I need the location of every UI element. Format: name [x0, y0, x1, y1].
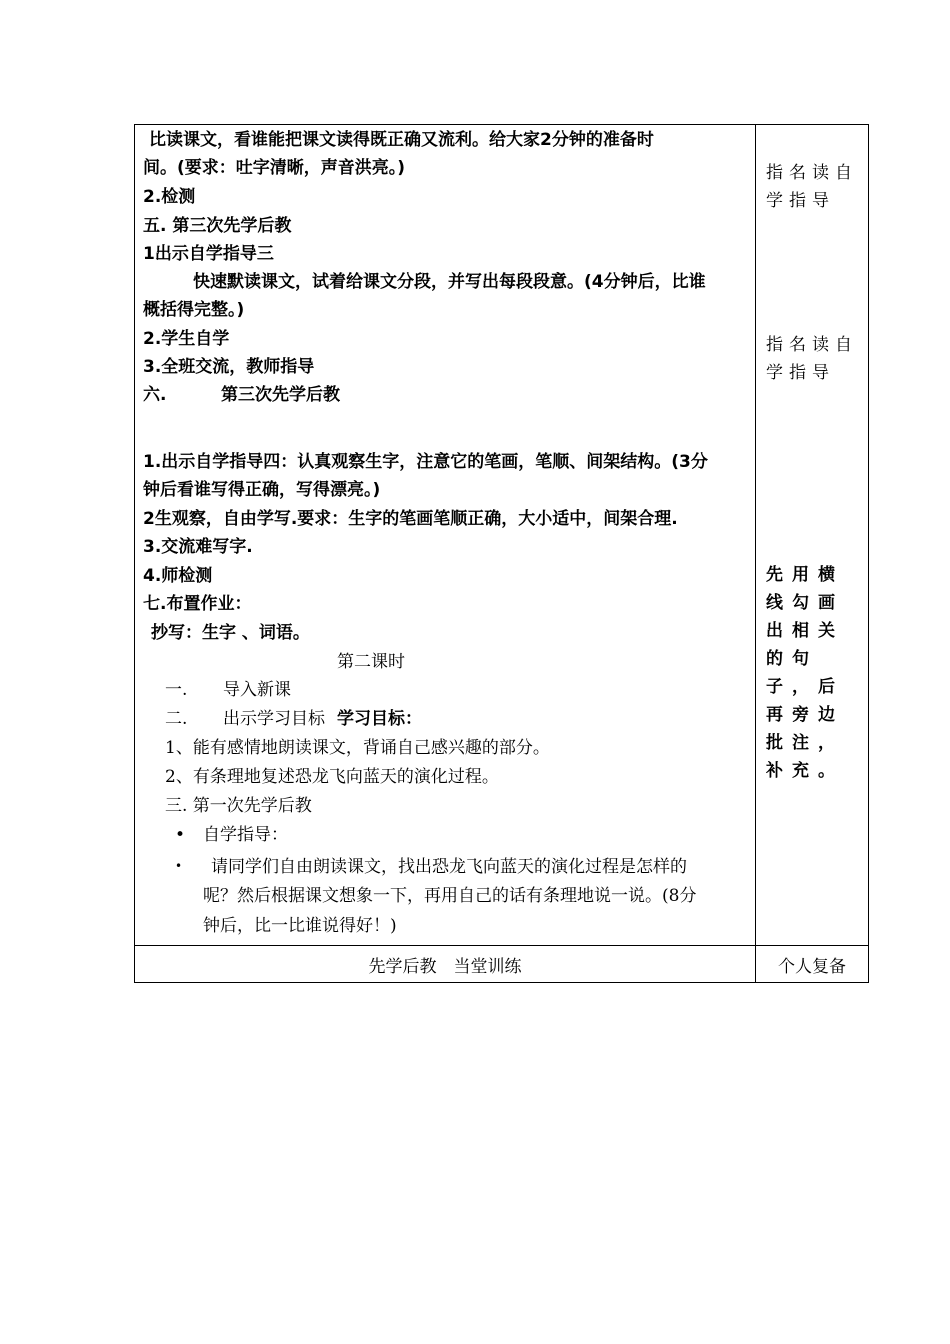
- lesson-plan-table: [134, 124, 869, 983]
- lesson-title: 第二课时: [337, 652, 405, 672]
- text-line: 2生观察，自由学写.要求：生字的笔画笔顺正确，大小适中，间架合理.: [143, 509, 678, 529]
- content-row: [135, 125, 869, 946]
- side-note: 指名读自学指导: [766, 335, 858, 383]
- section-number: 六.: [143, 385, 167, 405]
- text-line: 3.交流难写字.: [143, 537, 253, 557]
- bullet-icon: •: [175, 825, 186, 845]
- side-note: 先用横线勾画出相关的句子，后再旁边批注，补充。: [766, 565, 844, 781]
- bullet-icon: •: [175, 859, 183, 873]
- side-note: 指名读自学指导: [766, 163, 858, 211]
- text-line: 比读课文，看谁能把课文读得既正确又流利。给大家2分钟的准备时: [149, 130, 654, 150]
- section-number: 二.: [165, 709, 188, 729]
- text-line: 2.检测: [143, 187, 196, 207]
- text-line: 3.全班交流，教师指导: [143, 357, 315, 377]
- text-line: 2.学生自学: [143, 329, 230, 349]
- section-heading: 五. 第三次先学后教: [143, 216, 292, 236]
- goal-item: 2、有条理地复述恐龙飞向蓝天的演化过程。: [165, 767, 499, 787]
- footer-left: 先学后教 当堂训练: [135, 946, 756, 983]
- text-line: 抄写：生字 、词语。: [151, 623, 310, 643]
- text-line: 间。(要求：吐字清晰，声音洪亮。): [143, 158, 406, 178]
- section-number: 一.: [165, 680, 188, 700]
- footer-row: [135, 946, 869, 983]
- text-line: 呢？然后根据课文想象一下，再用自己的话有条理地说一说。(8分: [203, 886, 697, 906]
- text-line: 4.师检测: [143, 566, 213, 586]
- section-heading: 七.布置作业：: [143, 594, 252, 614]
- text-line: 1出示自学指导三: [143, 244, 274, 264]
- section-heading: 第三次先学后教: [221, 385, 340, 405]
- footer-right: 个人复备: [756, 946, 869, 983]
- text-line: 1.出示自学指导四：认真观察生字，注意它的笔画，笔顺、间架结构。(3分: [143, 452, 708, 472]
- text-line: 快速默读课文，试着给课文分段，并写出每段段意。(4分钟后，比谁: [193, 272, 706, 292]
- goals-label: 学习目标：: [337, 709, 422, 729]
- section-heading: 出示学习目标: [223, 709, 325, 729]
- text-line: 钟后，比一比谁说得好！): [203, 916, 397, 936]
- text-line: 概括得完整。): [143, 300, 245, 320]
- text-line: 钟后看谁写得正确，写得漂亮。): [143, 480, 381, 500]
- section-heading: 三. 第一次先学后教: [165, 796, 312, 816]
- section-heading: 导入新课: [223, 680, 291, 700]
- goal-item: 1、能有感情地朗读课文，背诵自己感兴趣的部分。: [165, 738, 550, 758]
- notes-cell: [756, 125, 869, 946]
- text-line: 自学指导：: [203, 825, 288, 845]
- teaching-content-cell: [135, 125, 756, 946]
- text-line: 请同学们自由朗读课文，找出恐龙飞向蓝天的演化过程是怎样的: [211, 857, 687, 877]
